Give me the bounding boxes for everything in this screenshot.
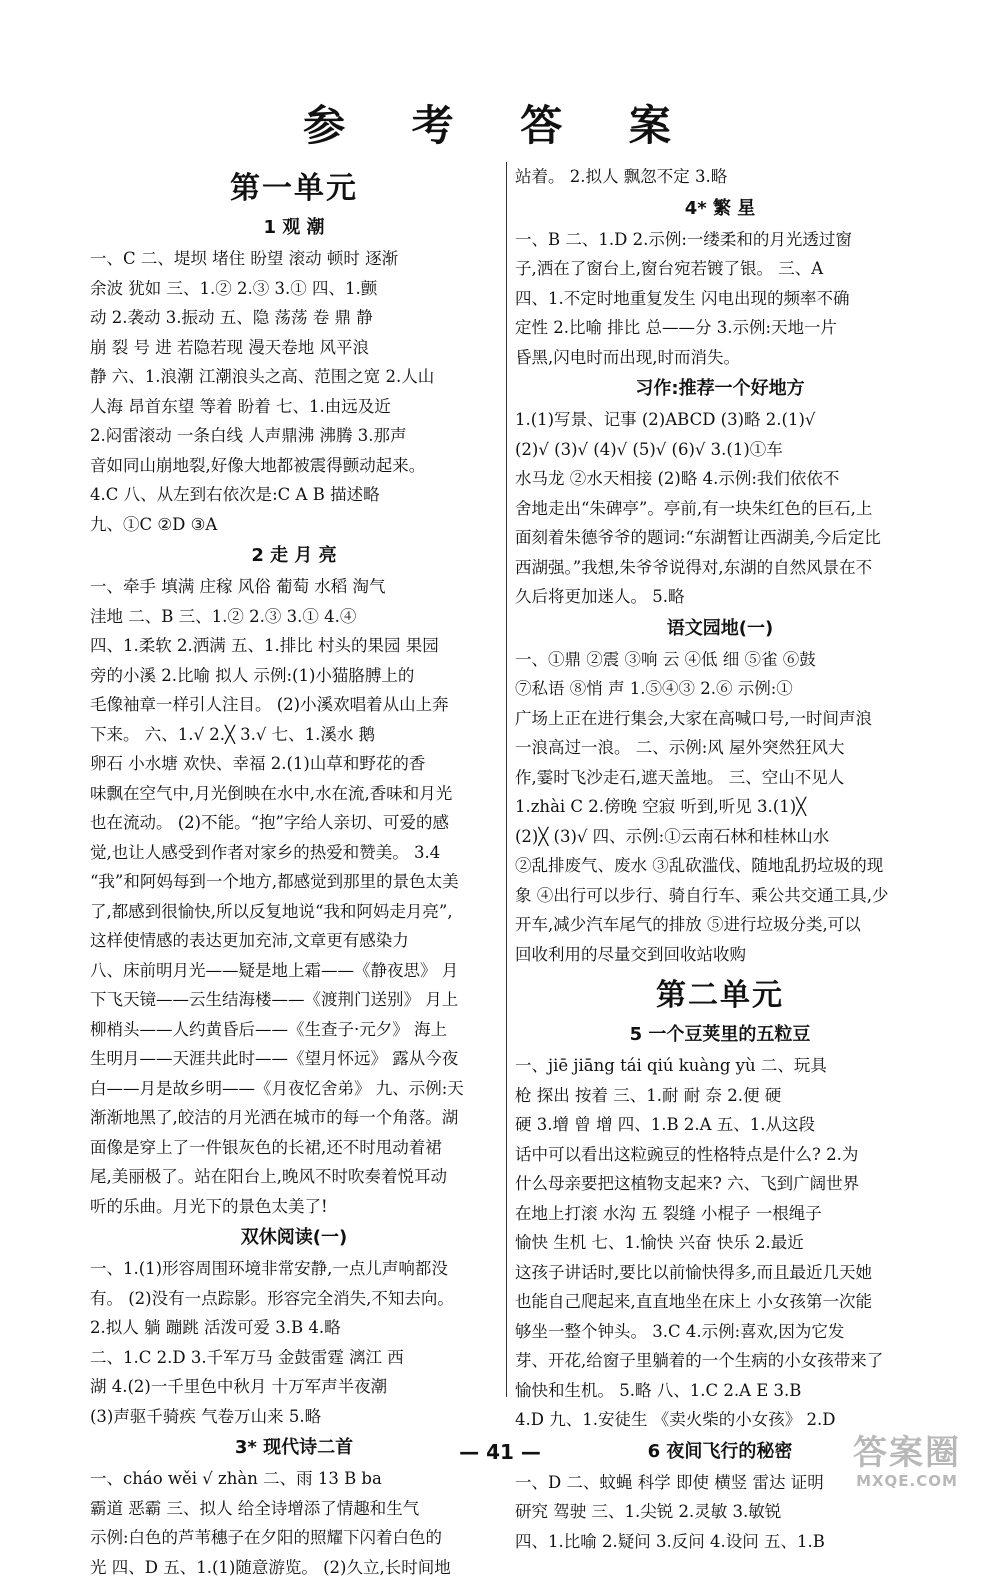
section-heading-xiandaishi: 3* 现代诗二首 xyxy=(234,1437,354,1458)
unit-title-2: 第二单元 xyxy=(656,978,784,1013)
answer-text-yuwenyuandi-1: 一、①鼎 ②震 ③响 云 ④低 细 ⑤雀 ⑥鼓 ⑦私语 ⑧悄 声 1.⑤④③ 2.⑥ 示例:① 广场上正在进行集会,大家在高喊口号,一时间声浪 一浪高过一浪。 二、示例:风 屋外突然狂风大 作,霎时飞沙走石,遮天盖地。 三、空山不见人 1.zhài C 2.傍晚 空寂 听到,听见 3.(1)╳ (2)╳ (3)√ 四、示例:①云南石林和桂林山水 ②乱排废气、废水 ③乱砍滥伐、随地乱扔垃圾的现 象 ④出行可以步行、骑自行车、乘公共交通工具,少 开车,减少汽车尾气的排放 ⑤进行垃圾分类,可以 回收利用的尽量交到回收站收购 xyxy=(515,649,889,964)
section-heading-yuwenyuandi-1: 语文园地(一) xyxy=(666,617,774,639)
answer-text-continued: 站着。 2.拟人 飘忽不定 3.略 xyxy=(515,167,728,186)
answer-text-zouyueliang: 一、牵手 填满 庄稼 风俗 葡萄 水稻 淘气 洼地 二、B 三、1.② 2.③ 3.① 4.④ 四、1.柔软 2.洒满 五、1.排比 村头的果园 果园 旁的小溪 2.比喻 拟人 示例:(1)小猫胳膊上的 毛像袖章一样引人注目。 (2)小溪欢唱着从山上奔 下来。 六、1.√ 2.╳ 3.√ 七、1.溪水 鹅 卵石 小水塘 欢快、幸福 2.(1)山草和野花的香 味飘在空气中,月光倒映在水中,水在流,香味和月光 也在流动。 (2)不能。“抱”字给人亲切、可爱的感 觉,也让人感受到作者对家乡的热爱和赞美。 3.4 “我”和阿妈每到一个地方,都感觉到那里的景色太美 了,都感到很愉快,所以反复地说“我和阿妈走月亮”, 这样使情感的表达更加充沛,文章更有感染力 八、床前明月光——疑是地上霜——《静夜思》 月 下飞天镜——云生结海楼——《渡荆门送别》 月上 柳梢头——人约黄昏后——《生查子·元夕》 海上 生明月——天涯共此时——《望月怀远》 露从今夜 白——月是故乡明——《月夜忆舍弟》 九、示例:天 渐渐地黑了,皎洁的月光洒在城市的每一个角落。湖 面像是穿上了一件银灰色的长裙,还不时甩动着裙 尾,美丽极了。站在阳台上,晚风不时吹奏着悦耳动 听的乐曲。月光下的景色太美了! xyxy=(90,577,464,1216)
section-heading-xizuo: 习作:推荐一个好地方 xyxy=(635,378,805,399)
section-heading-yejianfeixing: 6 夜间飞行的秘密 xyxy=(647,1440,793,1462)
section-heading-shuangxiu-1: 双休阅读(一) xyxy=(240,1227,348,1248)
answer-text-yejianfeixing: 一、D 二、蚊蝇 科学 即使 横竖 雷达 证明 研究 驾驶 三、1.尖锐 2.灵敏 3.敏锐 四、1.比喻 2.疑问 3.反问 4.设问 五、1.B xyxy=(515,1472,825,1551)
page-number: — 41 — xyxy=(459,1440,541,1464)
answer-text-guanchao: 一、C 二、堤坝 堵住 盼望 滚动 顿时 逐渐 余波 犹如 三、1.② 2.③ 3.① 四、1.颤 动 2.袭动 3.振动 五、隐 荡荡 卷 鼎 静 崩 裂 号 进 若隐若现 漫天卷地 风平浪 静 六、1.浪潮 江潮浪头之高、范围之宽 2.人山 人海 昂首东望 等着 盼着 七、1.由远及近 2.闷雷滚动 一条白线 人声鼎沸 沸腾 3.那声 音如同山崩地裂,好像大地都被震得颤动起来。 4.C 八、从左到右依次是:C A B 描述略 九、①C ②D ③A xyxy=(90,249,435,534)
page-title: 参 考 答 案 xyxy=(303,101,697,150)
section-heading-wulidou: 5 一个豆荚里的五粒豆 xyxy=(629,1024,811,1045)
section-heading-fanxing: 4* 繁 星 xyxy=(684,197,756,219)
answer-text-fanxing: 一、B 二、1.D 2.示例:一缕柔和的月光透过窗 子,洒在了窗台上,窗台宛若镀了银。 三、A 四、1.不定时地重复发生 闪电出现的频率不确 定性 2.比喻 排比 总——分 3.示例:天地一片 昏黑,闪电时而出现,时而消失。 xyxy=(515,229,852,367)
left-column xyxy=(90,162,498,1582)
answer-text-shuangxiu-1: 一、1.(1)形容周围环境非常安静,一点儿声响都没 有。 (2)没有一点踪影。形容完全消失,不知去向。 2.拟人 躺 蹦跳 活泼可爱 3.B 4.略 二、1.C 2.D 3.千军万马 金鼓雷霆 漓江 西 湖 4.(2)一千里色中秋月 十万军声半夜潮 (3)声驱千骑疾 气卷万山来 5.略 xyxy=(90,1259,454,1426)
section-heading-zouyueliang: 2 走 月 亮 xyxy=(251,545,337,566)
watermark-site-text: MXQE.COM xyxy=(856,1472,958,1490)
answer-text-xizuo: 1.(1)写景、记事 (2)ABCD (3)略 2.(1)√ (2)√ (3)√ (4)√ (5)√ (6)√ 3.(1)①车 水马龙 ②水天相接 (2)略 4.示例:我们依依不 舍地走出“朱碑亭”。亭前,有一块朱红色的巨石,上 面刻着朱德爷爷的题词:“东湖暂让西湖美,今后定比 西湖强。”我想,朱爷爷说得对,东湖的自然风景在不 久后将更加迷人。 5.略 xyxy=(515,410,881,606)
column-divider xyxy=(506,162,507,1397)
section-heading-guanchao: 1 观 潮 xyxy=(263,217,325,238)
right-column xyxy=(515,162,925,1556)
answer-text-wulidou: 一、jiē jiāng tái qiú kuàng yù 二、玩具 枪 探出 按着 三、1.耐 耐 奈 2.便 硬 硬 3.增 曾 增 四、1.B 2.A 五、1.从这段 话中可以看出这粒豌豆的性格特点是什么? 2.为 什么母亲要把这植物支起来? 六、飞到广阔世界 在地上打滚 水沟 五 裂缝 小棍子 一根绳子 愉快 生机 七、1.愉快 兴奋 快乐 2.最近 这孩子讲话时,要比以前愉快得多,而且最近几天她 也能自己爬起来,直直地坐在床上 小女孩第一次能 够坐一整个钟头。 3.C 4.示例:喜欢,因为它发 芽、开花,给窗子里躺着的一个生病的小女孩带来了 愉快和生机。 5.略 八、1.C 2.A E 3.B 4.D 九、1.安徒生 《卖火柴的小女孩》 2.D xyxy=(515,1056,884,1429)
watermark-logo-text: 答案圈 xyxy=(853,1433,961,1473)
watermark-logo xyxy=(832,1434,982,1494)
answer-text-xiandaishi: 一、cháo wěi √ zhàn 二、雨 13 B ba 霸道 恶霸 三、拟人 给全诗增添了情趣和生气 示例:白色的芦苇穗子在夕阳的照耀下闪着白色的 光 四、D 五、1.(1)随意游览。 (2)久立,长时间地 xyxy=(90,1469,451,1577)
unit-title-1: 第一单元 xyxy=(230,171,358,206)
